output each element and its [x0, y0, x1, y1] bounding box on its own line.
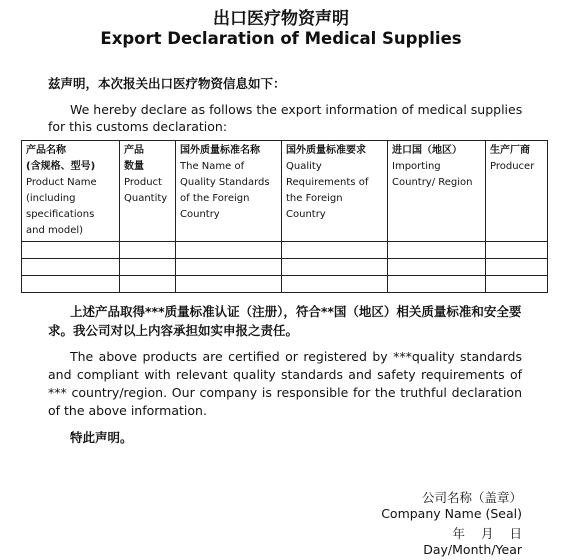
- header-product-name-en: Product Name (including specifications and model): [26, 177, 97, 236]
- declaration-table: [21, 140, 548, 293]
- table-cell[interactable]: [486, 242, 548, 259]
- header-standard-requirements-en: Quality Requirements of the Foreign Country: [286, 161, 369, 220]
- header-importing-country: [388, 141, 486, 242]
- header-producer: [486, 141, 548, 242]
- title-chinese: 出口医疗物资声明: [213, 9, 349, 29]
- company-name-en: Company Name (Seal): [381, 506, 522, 521]
- table-cell[interactable]: [120, 242, 176, 259]
- date-en: Day/Month/Year: [423, 542, 522, 557]
- header-quantity: [120, 141, 176, 242]
- table-cell[interactable]: [282, 242, 388, 259]
- declaration-intro-english: We hereby declare as follows the export information of medical supplies for this customs declaration:: [48, 102, 523, 134]
- special-statement: 特此声明。: [70, 430, 133, 445]
- table-cell[interactable]: [486, 259, 548, 276]
- table-cell[interactable]: [388, 259, 486, 276]
- table-cell[interactable]: [176, 259, 282, 276]
- header-producer-cn: 生产厂商: [490, 145, 530, 156]
- table-row: [22, 276, 548, 293]
- table-cell[interactable]: [120, 276, 176, 293]
- table-cell[interactable]: [282, 276, 388, 293]
- header-standard-requirements: [282, 141, 388, 242]
- table-cell[interactable]: [120, 259, 176, 276]
- header-standard-name-cn: 国外质量标准名称: [180, 145, 260, 156]
- header-standard-name: [176, 141, 282, 242]
- table-cell[interactable]: [22, 276, 120, 293]
- title-english: Export Declaration of Medical Supplies: [100, 29, 462, 48]
- table-row: [22, 242, 548, 259]
- header-importing-country-cn: 进口国（地区）: [392, 145, 462, 156]
- table-cell[interactable]: [388, 276, 486, 293]
- header-producer-en: Producer: [490, 161, 535, 172]
- table-header-row: [22, 141, 548, 242]
- date-cn: 年 月 日: [452, 526, 522, 541]
- table-cell[interactable]: [282, 259, 388, 276]
- header-quantity-cn: 产品 数量: [124, 145, 144, 172]
- declaration-intro-chinese: 兹声明，本次报关出口医疗物资信息如下：: [48, 76, 286, 91]
- certification-chinese: 上述产品取得***质量标准认证（注册），符合**国（地区）相关质量标准和安全要求。我公司对以上内容承担如实申报之责任。: [48, 304, 522, 338]
- header-standard-name-en: The Name of Quality Standards of the Foreign Country: [180, 161, 270, 220]
- table-cell[interactable]: [486, 276, 548, 293]
- header-standard-requirements-cn: 国外质量标准要求: [286, 145, 366, 156]
- certification-english: The above products are certified or registered by ***quality standards and compliant with relevant quality standards and safety requirements of *** country/region. Our company is responsible for the truthful declaration of the above information.: [48, 349, 522, 418]
- header-product-name-cn: 产品名称 (含规格、型号): [26, 145, 96, 172]
- header-importing-country-en: Importing Country/ Region: [392, 161, 473, 188]
- table-cell[interactable]: [388, 242, 486, 259]
- header-quantity-en: Product Quantity: [124, 177, 168, 204]
- header-product-name: [22, 141, 120, 242]
- table-cell[interactable]: [176, 242, 282, 259]
- table-cell[interactable]: [176, 276, 282, 293]
- table-row: [22, 259, 548, 276]
- table-cell[interactable]: [22, 259, 120, 276]
- company-name-cn: 公司名称（盖章）: [421, 490, 522, 505]
- table-cell[interactable]: [22, 242, 120, 259]
